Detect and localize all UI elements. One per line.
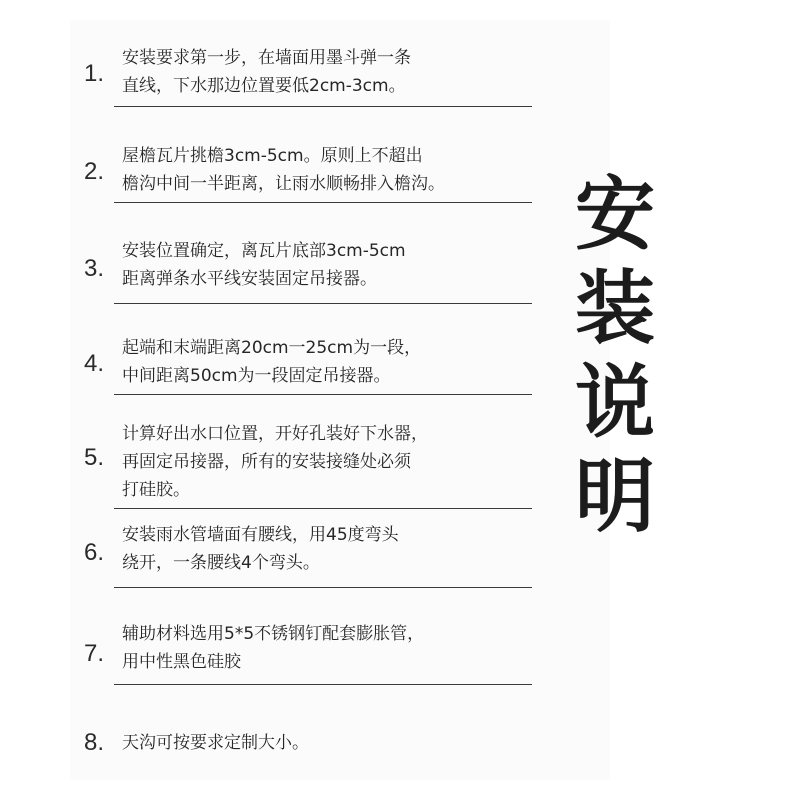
- step-line: 安装雨水管墙面有腰线，用45度弯头: [122, 525, 399, 545]
- title-char: 说: [575, 356, 655, 449]
- title-char: 明: [575, 450, 655, 543]
- step-line: 距离弹条水平线安装固定吊接器。: [122, 269, 377, 289]
- step-text: [122, 729, 309, 757]
- step-text: [122, 142, 445, 198]
- step-line: 屋檐瓦片挑檐3cm-5cm。原则上不超出: [122, 146, 423, 166]
- divider: [114, 106, 532, 107]
- divider: [114, 684, 532, 685]
- step-line: 安装位置确定，离瓦片底部3cm-5cm: [122, 241, 406, 261]
- step-line: 天沟可按要求定制大小。: [122, 733, 309, 753]
- step-line: 辅助材料选用5*5不锈钢钉配套膨胀管，: [122, 624, 425, 644]
- step-text: [122, 334, 421, 390]
- step-text: [122, 620, 424, 676]
- divider: [114, 587, 532, 588]
- title-char: 安: [575, 168, 655, 261]
- step-number: 1.: [84, 60, 105, 87]
- step-text: [122, 420, 428, 504]
- step-number: 8.: [84, 729, 105, 756]
- step-text: [122, 237, 406, 293]
- step-line: 檐沟中间一半距离，让雨水顺畅排入檐沟。: [122, 174, 445, 194]
- divider: [114, 394, 532, 395]
- step-number: 3.: [84, 255, 105, 282]
- divider: [114, 508, 532, 509]
- step-line: 安装要求第一步，在墙面用墨斗弹一条: [122, 48, 411, 68]
- step-line: 直线，下水那边位置要低2cm-3cm。: [122, 76, 406, 96]
- step-line: 中间距离50cm为一段固定吊接器。: [122, 366, 391, 386]
- divider: [114, 202, 532, 203]
- step-line: 起端和末端距离20cm一25cm为一段，: [122, 338, 422, 358]
- page-title: [565, 168, 665, 544]
- divider: [114, 303, 532, 304]
- step-number: 2.: [84, 158, 105, 185]
- step-line: 再固定吊接器，所有的安装接缝处必须: [122, 452, 411, 472]
- step-number: 5.: [84, 444, 105, 471]
- step-number: 6.: [84, 539, 105, 566]
- step-number: 4.: [84, 350, 105, 377]
- step-text: [122, 44, 411, 100]
- step-number: 7.: [84, 640, 105, 667]
- step-line: 绕开，一条腰线4个弯头。: [122, 553, 320, 573]
- step-line: 用中性黑色硅胶: [122, 652, 241, 672]
- title-char: 装: [575, 262, 655, 355]
- step-text: [122, 521, 399, 577]
- step-line: 计算好出水口位置，开好孔装好下水器，: [122, 424, 428, 444]
- step-line: 打硅胶。: [122, 480, 190, 500]
